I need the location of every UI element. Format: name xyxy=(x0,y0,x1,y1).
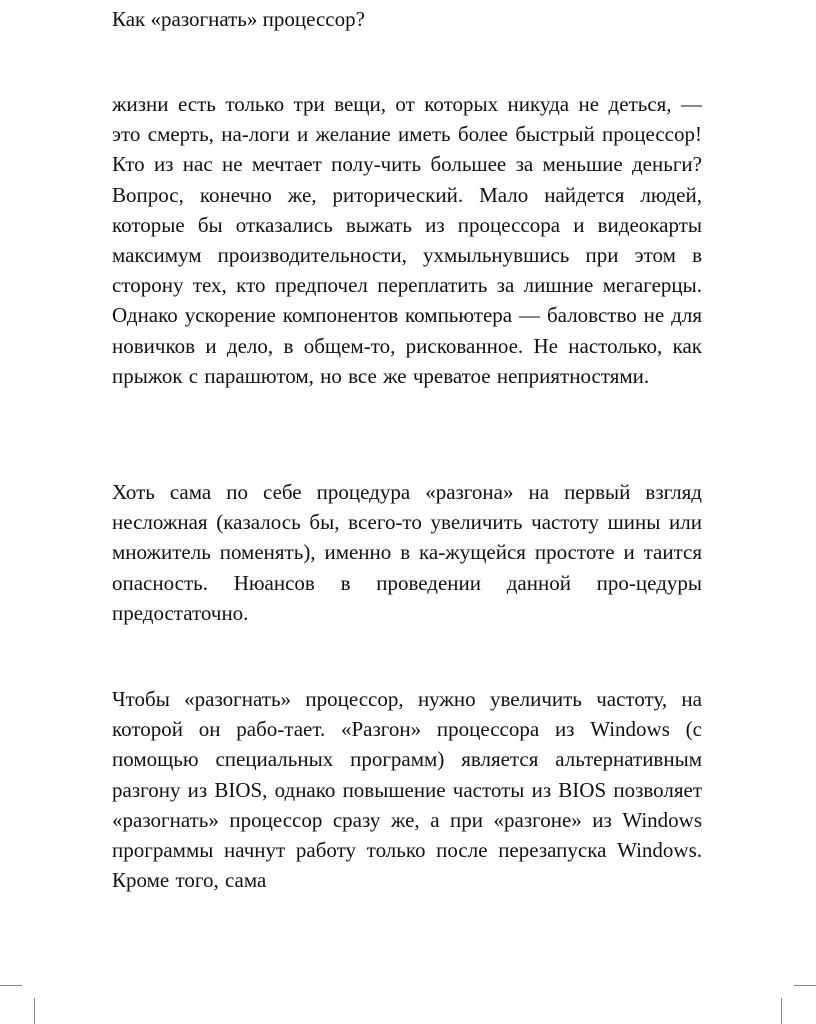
paragraph-1: жизни есть только три вещи, от которых никуда не деться, — это смерть, на-логи и желание иметь более быстрый процессор! Кто из нас не мечтает полу-чить большее за меньшие деньги? Вопрос, конечно же, риторический. Мало найдется людей, которые бы отказались выжать из процессора и видеокарты максимум производительности, ухмыльнувшись при этом в сторону тех, кто предпочел переплатить за лишние мегагерцы. Однако ускорение компонентов компьютера — баловство не для новичков и дело, в общем-то, рискованное. Не настолько, как прыжок с парашютом, но все же чреватое неприятностями. xyxy=(112,92,702,388)
document-title: Как «разогнать» процессор? xyxy=(112,7,365,31)
paragraph-3: Чтобы «разогнать» процессор, нужно увеличить частоту, на которой он рабо-тает. «Разгон» процессора из Windows (с помощью специальных программ) является альтернативным разгону из BIOS, однако повышение частоты из BIOS позволяет «разогнать» процессор сразу же, а при «разгоне» из Windows программы начнут работу только после перезапуска Windows. Кроме того, сама xyxy=(112,687,702,893)
crop-mark-right-horizontal xyxy=(794,985,816,986)
crop-mark-left-vertical xyxy=(34,998,35,1024)
crop-mark-right-vertical xyxy=(781,998,782,1024)
crop-mark-left-horizontal xyxy=(0,985,22,986)
paragraph-2: Хоть сама по себе процедура «разгона» на первый взгляд несложная (казалось бы, всего-то увеличить частоту шины или множитель поменять), именно в ка-жущейся простоте и таится опасность. Нюансов в проведении данной про-цедуры предостаточно. xyxy=(112,480,702,625)
